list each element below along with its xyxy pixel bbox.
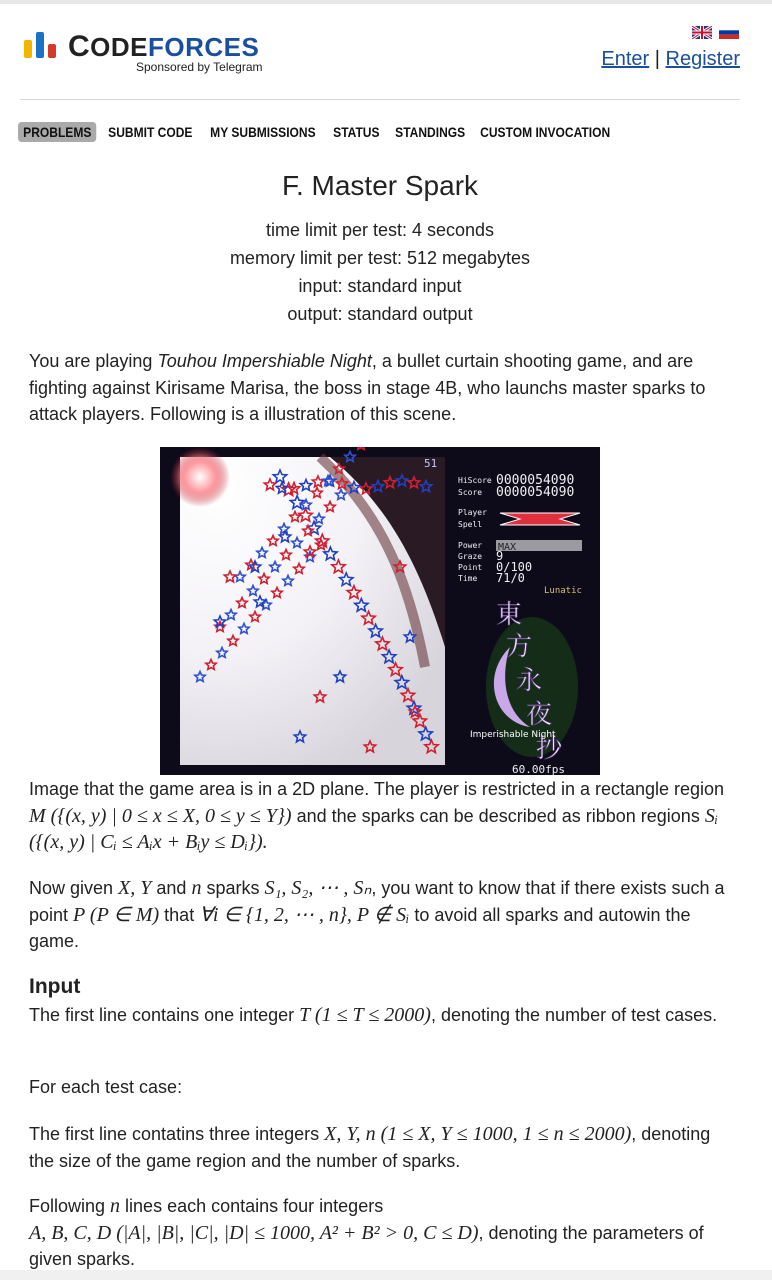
statement-paragraph-3: Now given X, Y and n sparks S₁, S₂, ⋯ , Sₙ, you want to know that if there exists such a point P (P ∈ M) that ∀i ∈ {1, 2, ⋯ , n}, P ∉ Sᵢ to avoid all sparks and autowin the game.	[29, 877, 725, 951]
output-spec: output: standard output	[287, 304, 473, 324]
statement-paragraph-1: You are playing Touhou Impershiable Night, a bullet curtain shooting game, and are fighting against Kirisame Marisa, the boss in stage 4B, who launchs master sparks to attack players. Following is a illustration of this scene.	[29, 351, 706, 424]
language-flags	[692, 26, 740, 40]
math-ribbon-s: Sᵢ ({(x, y) | Cᵢ ≤ Aᵢx + Bᵢy ≤ Dᵢ}).	[29, 804, 718, 853]
hud-point-label: Point	[458, 563, 483, 572]
logo-char-5: 抄	[536, 734, 563, 764]
logo-bars-icon	[24, 32, 60, 58]
time-limit: time limit per test: 4 seconds	[265, 220, 495, 240]
memory-limit: memory limit per test: 512 megabytes	[229, 248, 531, 268]
game-illustration	[160, 447, 600, 775]
hud-graze: 9	[496, 549, 504, 563]
logo-char-1: 東	[496, 600, 523, 630]
menu-standings[interactable]: STANDINGS	[395, 124, 466, 140]
problem-limits	[0, 216, 760, 328]
statement-paragraph-2: Image that the game area is in a 2D plane. The player is restricted in a rectangle region M ({(x, y) | 0 ≤ x ≤ X, 0 ≤ y ≤ Y}) and the sparks can be described as ribbon regions Sᵢ ({(x, y) | Cᵢ ≤ Aᵢx + Bᵢy ≤ Dᵢ}).	[29, 779, 725, 853]
input-spec: input: standard input	[298, 276, 462, 296]
menu-custom-invocation[interactable]: CUSTOM INVOCATION	[480, 124, 611, 140]
hud-power-label: Power	[458, 541, 483, 550]
math-region-m: M ({(x, y) | 0 ≤ x ≤ X, 0 ≤ y ≤ Y})	[29, 804, 292, 827]
enter-link[interactable]: Enter	[601, 48, 650, 70]
sponsor-text: Sponsored by Telegram	[136, 60, 263, 74]
hud-difficulty: Lunatic	[544, 586, 582, 596]
input-paragraph-1: The first line contains one integer T (1 ≤ T ≤ 2000), denoting the number of test cases.	[29, 1004, 718, 1026]
logo-char-2: 方	[506, 632, 533, 662]
hud-graze-label: Graze	[458, 552, 483, 561]
hud-counter: 51	[424, 457, 438, 470]
header-divider	[20, 99, 740, 100]
hud-score-label: Score	[458, 488, 483, 497]
menu-problems[interactable]: PROBLEMS	[18, 122, 97, 142]
menu-my-submissions[interactable]: MY SUBMISSIONS	[210, 124, 316, 140]
hud-point: 0/100	[496, 560, 533, 574]
russian-flag-icon[interactable]	[719, 26, 739, 39]
hud-time-label: Time	[458, 574, 478, 583]
problem-title: F. Master Spark	[281, 170, 479, 201]
hud-fps: 60.00fps	[512, 763, 565, 775]
menu-status[interactable]: STATUS	[333, 124, 380, 140]
logo-subtitle: Imperishable Night	[470, 730, 556, 740]
hud-time: 71/0	[496, 571, 525, 585]
hud-player-label: Player	[458, 508, 487, 517]
top-border	[0, 0, 772, 4]
hud-power-value: MAX	[498, 542, 517, 553]
brand-name: CODEFORCES	[68, 30, 260, 63]
input-paragraph-4: Following n lines each contains four integers A, B, C, D (|A|, |B|, |C|, |D| ≤ 1000, A² + B² > 0, C ≤ D), denoting the parameters of given sparks.	[29, 1195, 704, 1269]
logo-char-3: 永	[516, 666, 543, 696]
english-flag-icon[interactable]	[692, 26, 712, 39]
hud-hiscore: 0000054090	[496, 473, 575, 488]
input-heading: Input	[29, 975, 81, 998]
input-paragraph-2: For each test case:	[29, 1077, 183, 1097]
main-menu	[18, 121, 639, 143]
input-paragraph-3: The first line contatins three integers X, Y, n (1 ≤ X, Y ≤ 1000, 1 ≤ n ≤ 2000), denoting the size of the game region and the number of sparks.	[29, 1123, 711, 1171]
auth-separator: |	[654, 48, 660, 70]
menu-submit-code[interactable]: SUBMIT CODE	[108, 124, 193, 140]
auth-links	[601, 48, 740, 71]
game-name: Touhou Impershiable Night	[157, 351, 372, 371]
hud-spell-label: Spell	[458, 520, 483, 529]
bottom-border	[0, 1270, 772, 1280]
hud-hiscore-label: HiScore	[458, 476, 492, 485]
logo-char-4: 夜	[526, 700, 553, 730]
hud-score: 0000054090	[496, 485, 575, 500]
register-link[interactable]: Register	[665, 48, 740, 70]
